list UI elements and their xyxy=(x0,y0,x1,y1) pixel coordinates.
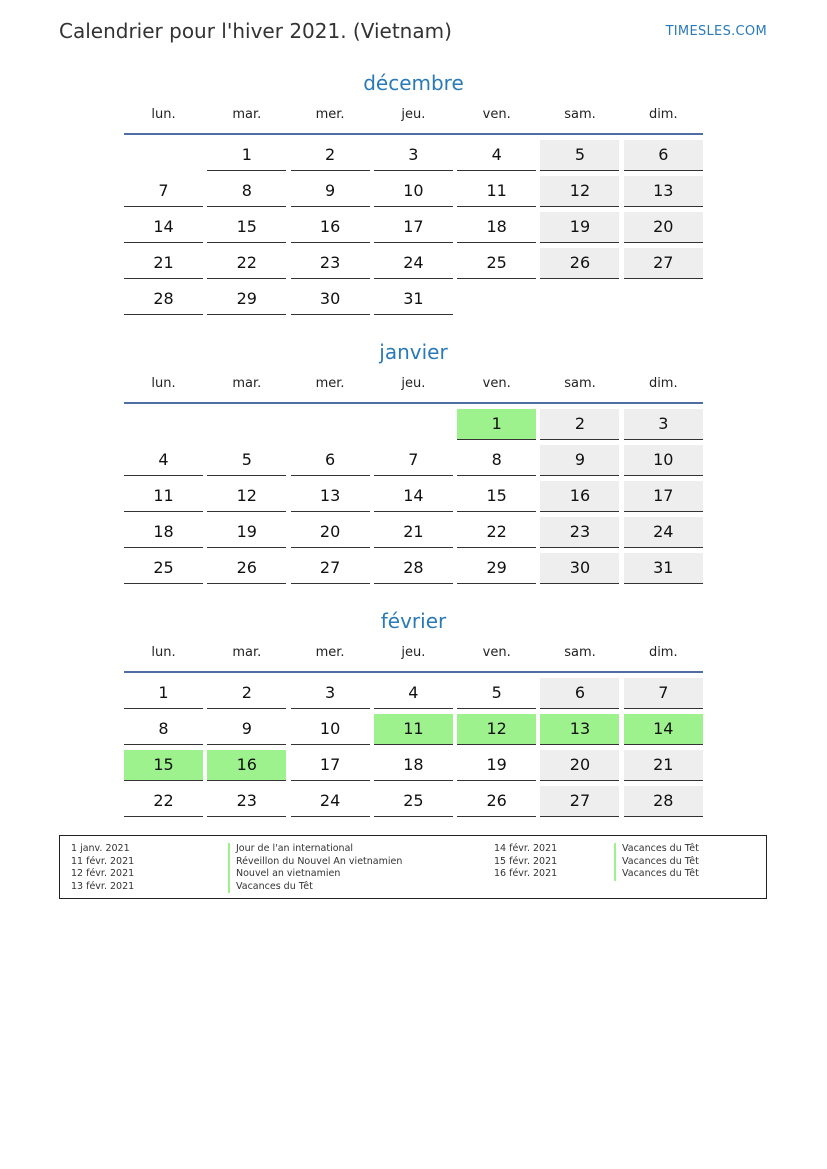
legend-date: 15 févr. 2021 xyxy=(494,855,558,867)
weekend-day-cell: 2 xyxy=(540,409,619,440)
weekday-header xyxy=(124,644,703,662)
day-cell: 14 xyxy=(374,481,453,512)
day-cell: 9 xyxy=(291,176,370,207)
day-cell: 25 xyxy=(457,248,536,279)
legend-holiday-name: Jour de l'an international xyxy=(228,843,402,856)
day-cell: 10 xyxy=(291,714,370,745)
day-cell: 8 xyxy=(207,176,286,207)
weekend-day-cell: 9 xyxy=(540,445,619,476)
week-row xyxy=(124,409,703,445)
weekday-label: sam. xyxy=(564,645,596,660)
day-cell: 24 xyxy=(374,248,453,279)
legend-date: 1 janv. 2021 xyxy=(71,843,130,854)
holiday-day-cell: 13 xyxy=(540,714,619,745)
legend-holiday-name: Vacances du Têt xyxy=(614,868,699,881)
day-cell: 2 xyxy=(207,678,286,709)
day-cell: 26 xyxy=(207,553,286,584)
month-name: décembre xyxy=(363,71,464,95)
month-name: février xyxy=(380,609,447,633)
empty-day-cell xyxy=(207,409,286,439)
weekday-label: lun. xyxy=(151,376,176,391)
day-cell: 28 xyxy=(374,553,453,584)
week-row xyxy=(124,786,703,822)
day-cell: 27 xyxy=(291,553,370,584)
weekend-day-cell: 16 xyxy=(540,481,619,512)
day-cell: 2 xyxy=(291,140,370,171)
holiday-day-cell: 12 xyxy=(457,714,536,745)
day-cell: 31 xyxy=(374,284,453,315)
legend-date: 11 févr. 2021 xyxy=(71,855,135,867)
weekend-day-cell: 27 xyxy=(624,248,703,279)
day-cell: 17 xyxy=(291,750,370,781)
day-cell: 22 xyxy=(207,248,286,279)
legend-date: 14 févr. 2021 xyxy=(494,843,558,854)
day-cell: 18 xyxy=(374,750,453,781)
legend-holiday-name: Vacances du Têt xyxy=(614,843,699,856)
weekend-day-cell: 3 xyxy=(624,409,703,440)
day-cell: 4 xyxy=(374,678,453,709)
empty-day-cell xyxy=(624,284,703,314)
weekday-label: ven. xyxy=(482,645,511,660)
month-calendar xyxy=(124,337,703,589)
weekday-label: mer. xyxy=(315,107,345,122)
empty-day-cell xyxy=(457,284,536,314)
holiday-day-cell: 1 xyxy=(457,409,536,440)
legend-holiday-name: Réveillon du Nouvel An vietnamien xyxy=(228,856,402,869)
day-cell: 5 xyxy=(207,445,286,476)
weekday-label: jeu. xyxy=(401,107,426,122)
day-cell: 26 xyxy=(457,786,536,817)
day-cell: 19 xyxy=(207,517,286,548)
legend-holiday-name: Vacances du Têt xyxy=(228,881,402,894)
holiday-day-cell: 16 xyxy=(207,750,286,781)
weekday-label: jeu. xyxy=(401,376,426,391)
page-title: Calendrier pour l'hiver 2021. (Vietnam) xyxy=(59,19,452,43)
week-row xyxy=(124,212,703,248)
week-row xyxy=(124,517,703,553)
day-cell: 23 xyxy=(291,248,370,279)
month-calendar xyxy=(124,606,703,822)
day-cell: 3 xyxy=(374,140,453,171)
day-cell: 29 xyxy=(457,553,536,584)
day-cell: 21 xyxy=(124,248,203,279)
weekday-label: mer. xyxy=(315,645,345,660)
day-cell: 5 xyxy=(457,678,536,709)
day-cell: 13 xyxy=(291,481,370,512)
weekend-day-cell: 13 xyxy=(624,176,703,207)
day-cell: 15 xyxy=(207,212,286,243)
holiday-day-cell: 15 xyxy=(124,750,203,781)
weekday-label: sam. xyxy=(564,376,596,391)
weekend-day-cell: 12 xyxy=(540,176,619,207)
week-row xyxy=(124,714,703,750)
weekend-day-cell: 6 xyxy=(540,678,619,709)
day-cell: 1 xyxy=(207,140,286,171)
day-cell: 7 xyxy=(374,445,453,476)
weekday-label: mar. xyxy=(232,376,262,391)
day-cell: 3 xyxy=(291,678,370,709)
weekend-day-cell: 5 xyxy=(540,140,619,171)
weekday-label: mar. xyxy=(232,107,262,122)
weekend-day-cell: 23 xyxy=(540,517,619,548)
weekday-label: sam. xyxy=(564,107,596,122)
weekend-day-cell: 31 xyxy=(624,553,703,584)
week-row xyxy=(124,176,703,212)
site-link[interactable]: TIMESLES.COM xyxy=(665,24,767,39)
day-cell: 29 xyxy=(207,284,286,315)
weekday-label: ven. xyxy=(482,376,511,391)
day-cell: 23 xyxy=(207,786,286,817)
week-row xyxy=(124,248,703,284)
day-cell: 16 xyxy=(291,212,370,243)
weekend-day-cell: 6 xyxy=(624,140,703,171)
weekday-label: mar. xyxy=(232,645,262,660)
weekday-label: dim. xyxy=(648,376,678,391)
day-cell: 15 xyxy=(457,481,536,512)
day-cell: 6 xyxy=(291,445,370,476)
day-cell: 4 xyxy=(124,445,203,476)
day-cell: 12 xyxy=(207,481,286,512)
weekday-label: dim. xyxy=(648,645,678,660)
holiday-legend xyxy=(59,835,767,899)
weekend-day-cell: 24 xyxy=(624,517,703,548)
day-cell: 7 xyxy=(124,176,203,207)
empty-day-cell xyxy=(124,140,203,170)
day-cell: 4 xyxy=(457,140,536,171)
month-calendar xyxy=(124,68,703,320)
week-row xyxy=(124,481,703,517)
legend-holiday-name: Vacances du Têt xyxy=(614,856,699,869)
weekday-label: lun. xyxy=(151,107,176,122)
weekend-day-cell: 21 xyxy=(624,750,703,781)
day-cell: 11 xyxy=(457,176,536,207)
day-cell: 25 xyxy=(124,553,203,584)
weekend-day-cell: 17 xyxy=(624,481,703,512)
day-cell: 8 xyxy=(124,714,203,745)
weekend-day-cell: 28 xyxy=(624,786,703,817)
legend-holiday-name: Nouvel an vietnamien xyxy=(228,868,402,881)
weekday-label: mer. xyxy=(315,376,345,391)
week-row xyxy=(124,750,703,786)
week-row xyxy=(124,284,703,320)
legend-date: 12 févr. 2021 xyxy=(71,868,135,879)
day-cell: 10 xyxy=(374,176,453,207)
day-cell: 28 xyxy=(124,284,203,315)
weekend-day-cell: 30 xyxy=(540,553,619,584)
weekend-day-cell: 10 xyxy=(624,445,703,476)
weekday-label: dim. xyxy=(648,107,678,122)
weekday-header xyxy=(124,375,703,393)
weekend-day-cell: 27 xyxy=(540,786,619,817)
week-row xyxy=(124,678,703,714)
day-cell: 25 xyxy=(374,786,453,817)
week-row xyxy=(124,445,703,481)
day-cell: 18 xyxy=(457,212,536,243)
day-cell: 24 xyxy=(291,786,370,817)
weekend-day-cell: 20 xyxy=(540,750,619,781)
day-cell: 1 xyxy=(124,678,203,709)
holiday-day-cell: 11 xyxy=(374,714,453,745)
day-cell: 22 xyxy=(124,786,203,817)
empty-day-cell xyxy=(291,409,370,439)
day-cell: 11 xyxy=(124,481,203,512)
empty-day-cell xyxy=(540,284,619,314)
week-row xyxy=(124,140,703,176)
week-row xyxy=(124,553,703,589)
day-cell: 18 xyxy=(124,517,203,548)
header-rule xyxy=(124,402,703,404)
weekday-label: lun. xyxy=(151,645,176,660)
day-cell: 8 xyxy=(457,445,536,476)
day-cell: 22 xyxy=(457,517,536,548)
empty-day-cell xyxy=(374,409,453,439)
weekend-day-cell: 7 xyxy=(624,678,703,709)
header-rule xyxy=(124,133,703,135)
day-cell: 21 xyxy=(374,517,453,548)
day-cell: 19 xyxy=(457,750,536,781)
weekday-label: ven. xyxy=(482,107,511,122)
empty-day-cell xyxy=(124,409,203,439)
weekend-day-cell: 26 xyxy=(540,248,619,279)
weekday-header xyxy=(124,106,703,124)
holiday-day-cell: 14 xyxy=(624,714,703,745)
month-name: janvier xyxy=(379,340,448,364)
legend-date: 13 févr. 2021 xyxy=(71,880,135,892)
day-cell: 14 xyxy=(124,212,203,243)
weekend-day-cell: 19 xyxy=(540,212,619,243)
day-cell: 30 xyxy=(291,284,370,315)
weekend-day-cell: 20 xyxy=(624,212,703,243)
weekday-label: jeu. xyxy=(401,645,426,660)
day-cell: 9 xyxy=(207,714,286,745)
legend-date: 16 févr. 2021 xyxy=(494,868,558,879)
day-cell: 20 xyxy=(291,517,370,548)
day-cell: 17 xyxy=(374,212,453,243)
header-rule xyxy=(124,671,703,673)
